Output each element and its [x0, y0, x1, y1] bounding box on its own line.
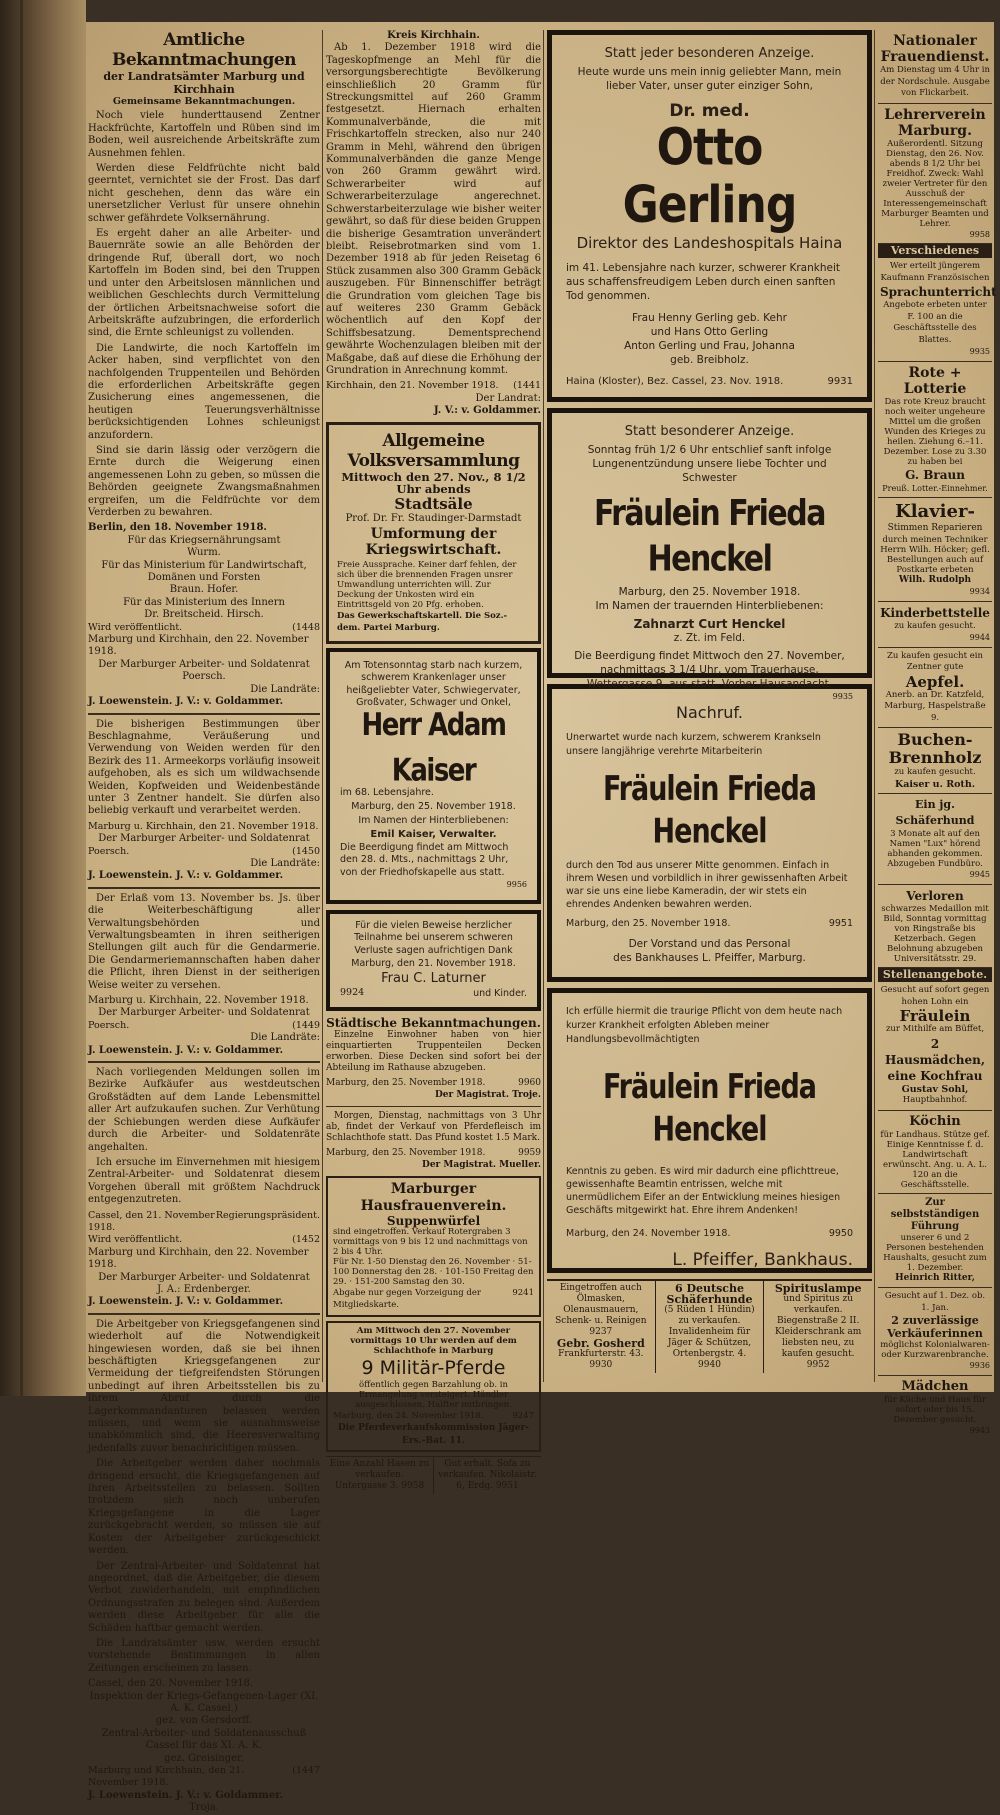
ad-number: 9241 [512, 1288, 534, 1299]
ad-number: 9935 [832, 692, 853, 701]
obituary-family: geb. Breibholz. [670, 354, 749, 366]
official-notices-subtitle: der Landratsämter Marburg und Kirchhain [103, 70, 305, 96]
classified-text: unserer 6 und 2 Personen bestehenden Haushalts, gesucht zum 1. Dezember. [883, 1232, 987, 1273]
landrat-names: J. Loewenstein. J. V.: v. Goldammer. [88, 870, 284, 882]
obituary-text: Heute wurde uns mein innig geliebter Mann, mein lieber Vater, unser guter einziger Sohn, [577, 66, 842, 92]
classified-title: Köchin [909, 1113, 961, 1129]
classified-text: Hauptbahnhof. [902, 1095, 968, 1106]
column-rule [322, 30, 323, 1382]
divider [88, 1061, 320, 1063]
obituary-role: Direktor des Landeshospitals Haina [576, 234, 843, 252]
small-ad-text: Eingetroffen auch Ölmasken, Olenausmauern, Schenk- u. Reinigen [555, 1283, 647, 1326]
notice-number: 9959 [518, 1147, 541, 1158]
classified-ad [878, 885, 992, 968]
official-notices-column [88, 30, 320, 1814]
classified-text: Gesucht auf sofort gegen hohen Lohn ein [880, 985, 990, 1007]
classified-name: G. Braun [905, 467, 965, 482]
classifieds-column [878, 30, 997, 1435]
classified-ad [878, 982, 992, 1111]
horses-title: 9 Militär-Pferde [361, 1356, 506, 1379]
council-member: Poersch. [88, 1019, 130, 1031]
assembly-speaker: Prof. Dr. Fr. Staudinger-Darmstadt [345, 513, 522, 525]
thanks-text: Für die vielen Beweise herzlicher Teilnahme bei unserem schweren Verluste sagen aufrichtigen Dank [354, 919, 513, 956]
landrat-label: Der Landrat: [475, 392, 541, 404]
classified-ad [878, 258, 997, 362]
bottom-ads-row [547, 1279, 872, 1373]
small-ad [326, 1457, 434, 1494]
council-name: Der Marburger Arbeiter- und Soldatenrat [98, 1007, 310, 1019]
thanks-place: Marburg, den 21. November 1918. [351, 958, 516, 970]
classified-text: Zu kaufen gesucht ein Zentner gute [886, 650, 983, 673]
classified-title: Sprachunterricht [880, 285, 997, 300]
assembly-signature: Das Gewerkschaftskartell. Die Soz.-dem. Partei Marburg. [337, 610, 508, 634]
housewives-days: Für Nr. 1-50 Dienstag den 26. November · 51-100 Donnerstag den 28. · 101-150 Freitag den 29. · 151-200 Samstag den 30. [333, 1257, 534, 1288]
council-member: J. A.: Erdenberger. [157, 1283, 251, 1295]
landrat-names: J. Loewenstein. J. V.: v. Goldammer. [88, 1789, 284, 1801]
assembly-topic: Umformung der Kriegswirtschaft. [365, 525, 502, 558]
thanks-ad [326, 910, 541, 1012]
signature-name: Die Pferdeverkaufskommission Jäger-Ers.-Bat. 11. [338, 1423, 529, 1446]
classified-name: Heinrich Ritter, [895, 1272, 975, 1283]
classified-title: 2 Hausmädchen, [884, 1036, 986, 1067]
classified-ad [878, 1111, 992, 1194]
notice-paragraph: Noch viele hunderttausend Zentner Hackfrüchte, Kartoffeln und Rüben sind im Boden, weil ausreichende Arbeitskräfte zum Ausnehmen fehlen. [88, 110, 320, 159]
official-notices-title: Amtliche Bekanntmachungen [111, 30, 297, 70]
ad-number: 9237 [589, 1327, 613, 1337]
notice-paragraph: Ich ersuche im Einvernehmen mit hiesigem Zentral-Arbeiter- und Soldatenrat diesem Vorgehen überall mit größtem Nachdruck entgegenzutreten. [88, 1156, 320, 1206]
notice-paragraph: Nach vorliegenden Meldungen sollen im Bezirke Aufkäufer aus westdeutschen Großstädten auf dem Lande Lebensmittel aller Art aufzukaufen suchen. Zur Verhütung der Schiebungen werden diese Aufkäufer durch die Arbeiter- und Soldatenräte angehalten. [88, 1067, 320, 1153]
section-bar: Verschiedenes [878, 244, 992, 258]
classified-title: 2 zuverlässige Verkäuferinnen [887, 1314, 983, 1341]
notice-paragraph: Der Zentral-Arbeiter- und Soldatenrat hat angeordnet, daß die Arbeitgeber, die diesem Verbot zuwiderhandeln, mit empfindlichen Ordnungsstrafen zu belegen sind. Außerdem werden diese Arbeitgeber für alle die Schäden haftbar gemacht werden. [88, 1560, 320, 1634]
council-name: Der Marburger Arbeiter- und Soldatenrat [98, 1271, 310, 1283]
signature-name: Wurm. [187, 547, 221, 559]
classified-title: Fräulein [899, 1007, 971, 1026]
obituary-gerling [547, 30, 872, 402]
signature-place: Cassel, den 21. November 1918. [88, 1209, 215, 1233]
column-rule [543, 30, 544, 1382]
ad-number: 9940 [698, 1360, 721, 1370]
signature-place: Marburg und Kirchhain, den 22. November 1918. [88, 1246, 309, 1271]
ad-number: 9958 [401, 1481, 425, 1492]
thanks-sub: und Kinder. [473, 988, 527, 1000]
obituary-mourners: Im Namen der trauernden Hinterbliebenen: [595, 600, 824, 612]
signature-office: Zentral-Arbeiter- und Soldatenausschuß Cassel für das XI. A. K. [101, 1727, 307, 1752]
divider [88, 887, 320, 889]
signature-office: Regierungspräsident. [215, 1209, 320, 1221]
obituary-name: Fräulein Frieda Henckel [602, 769, 817, 851]
classified-text: Wer erteilt jüngerem Kaufmann Französischen [880, 261, 990, 283]
classified-title: Rote + Lotterie [903, 364, 967, 397]
divider [326, 1106, 541, 1107]
classified-title: Verloren [906, 888, 964, 903]
district-paragraph: Ab 1. Dezember 1918 wird die Tageskopfmenge an Mehl für die versorgungsberechtigte Bevölkerung einschließlich 20 Gramm für Streckungsmittel auf 260 Gramm festgesetzt. Hiernach erhalten Kommunalverbände, die mit Frischkartoffeln strecken, also nur 240 Gramm in Mehl, während den übrigen Kommunalverbänden die ganze Menge von 260 Gramm gewährt wird. Schwerarbeiter wird auf Schwerarbeiterzulage angerechnet. Schwerstarbeiterzulage wie bisher weiter gewährt, so daß für diese beiden Gruppen die bisherige Gesamtration unverändert bleibt. Reisebrotmarken sind vom 1. Dezember 1918 ab für jeden Reisetag 6 Stück zusammen also 300 Gramm Gebäck auszugeben. Für Binnenschiffer beträgt die Grundration vom gleichen Tage bis auf weiteres 230 Gramm Gebäck wöchentlich auf den Kopf der Schiffsbesatzung. Dementsprechend gewährte Wochenzulagen bleiben mit der Maßgabe, daß auf diese die Erhöhung der Grundration in Anrechnung kommt. [326, 42, 541, 376]
obituary-signature: Emil Kaiser, Verwalter. [370, 828, 497, 840]
landrat-names: J. Loewenstein. J. V.: v. Goldammer. [88, 1296, 284, 1308]
obituary-title: Dr. med. [669, 101, 750, 121]
obituary-burial: Die Beerdigung findet Mittwoch den 27. November, nachmittags 3 1/4 Uhr, vom Trauerhause, Wettergasse 9, aus statt. Vorher Hausandacht. [574, 650, 845, 690]
classified-ad [878, 498, 992, 602]
landrat-label: Die Landräte: [250, 683, 320, 695]
council-name: Der Marburger Arbeiter- und Soldatenrat [98, 833, 310, 845]
ad-number: 9951 [828, 918, 853, 929]
obituary-signature-sub: z. Zt. im Feld. [673, 632, 746, 644]
classified-ad [878, 104, 992, 245]
classified-title: Aepfel. [905, 672, 965, 691]
small-ad [434, 1457, 541, 1494]
classified-text: Anerb. an Dr. Katzfeld, Marburg, Haspelstraße 9. [884, 689, 986, 723]
classified-text: Das rote Kreuz braucht noch weiter ungeheure Mittel um die großen Wunden des Krieges zu heilen. Ziehung 6.–11. Dezember. Lose zu 3.30 zu haben bei [883, 396, 987, 467]
city-notice: Einzelne Einwohner haben von hier einquartierten Truppenteilen Decken erworben. Diese Decken sind sofort bei der Abteilung im Rathause abzugeben. [326, 1030, 541, 1074]
classified-text: zu kaufen gesucht. [894, 620, 976, 631]
classified-ad [878, 30, 992, 104]
signature-office: Inspektion der Kriegs-Gefangenen-Lager (XI. A. K. Cassel.) [89, 1690, 319, 1714]
signature-place: Marburg und Kirchhain, den 22. November 1918. [88, 634, 309, 658]
signature-office: Für das Ministerium für Landwirtschaft, Domänen und Forsten [101, 559, 307, 584]
divider [88, 713, 320, 715]
obituary-place: Marburg, den 24. November 1918. [566, 1228, 731, 1239]
signature-name: gez. Greisinger. [164, 1752, 244, 1764]
obituary-signature: L. Pfeiffer, Bankhaus. [672, 1250, 853, 1270]
obituary-family: Anton Gerling und Frau, Johanna [624, 340, 795, 352]
landrat-names: J. Loewenstein. J. V.: v. Goldammer. [88, 1044, 284, 1056]
small-ad [656, 1281, 765, 1373]
classified-title: Nationaler Frauendienst. [880, 33, 990, 65]
classified-text: zur Mithilfe am Büffet, [885, 1024, 985, 1035]
ad-number: 9956 [506, 880, 527, 890]
signature-place: Berlin, den 18. November 1918. [88, 522, 267, 534]
small-ad-text: Eine Anzahl Hasen zu verkaufen. Untergasse 3. [329, 1459, 430, 1492]
classified-text: für Küche und Haus für sofort oder bis 15. Dezember gesucht. [884, 1394, 986, 1425]
ad-number: 9930 [589, 1360, 613, 1370]
classified-ad [878, 362, 992, 499]
signature-name: Troja. [189, 1802, 219, 1814]
classified-text: Gesucht auf 1. Dez. ob. 1. Jan. [884, 1291, 986, 1313]
obituary-text: Ich erfülle hiermit die traurige Pflicht von dem heute nach kurzer Krankheit erfolgten Ableben meiner Handlungsbevollmächtigten [566, 1006, 843, 1045]
district-head: Kreis Kirchhain. [387, 30, 480, 41]
notice-number: 9960 [518, 1078, 541, 1089]
obituary-pre: Statt jeder besonderen Anzeige. [604, 46, 815, 61]
notice-number: (1447 [292, 1765, 320, 1776]
ad-number: 9931 [827, 376, 853, 387]
notice-paragraph: Die Arbeitgeber von Kriegsgefangenen sind wiederholt auf die Notwendigkeit hingewiesen worden, daß sie bei ihnen beschäftigten Kriegsgefangenen zur Vermeidung der tiefgreifendsten Störungen unbedingt auf ihren Arbeitsstellen bis zu ihrem Abruf durch die Lagerkommandanturen belassen werden müssen, und wenn sie ausnahmsweise unabkömmlich sind, die Heeresverwaltung jedenfalls zuvor benachrichtigen müssen. [88, 1318, 320, 1454]
classified-title: Buchen- [897, 730, 973, 750]
obituary-signature: Zahnarzt Curt Henckel [633, 617, 786, 631]
ad-number: 9924 [340, 987, 365, 999]
classified-ad [878, 728, 992, 794]
obituary-name: Fräulein Frieda Henckel [602, 1067, 817, 1149]
assembly-place: Stadtsäle [394, 495, 473, 514]
classified-ad [878, 1376, 992, 1440]
notice-paragraph: Die Arbeitgeber werden daher nochmals dringend ersucht, die Kriegsgefangenen auf ihren Arbeitsstellen zu belassen. Sollten trotzdem sich noch unberufen Kriegsgefangene in die Lager zurückgebracht werden, so müssen sie auf Kosten der Arbeitgeber zurückgeschickt werden. [88, 1458, 320, 1557]
publication-note: Wird veröffentlicht. [88, 621, 183, 633]
notice-number: (1450 [292, 845, 320, 857]
ad-number: 9958 [969, 229, 990, 239]
notice-paragraph: Sind sie darin lässig oder verzögern die Ernte durch die Weigerung einen angemessenen Lohn zu geben, so müssen die Behörden geeignete Zwangsmaßnahmen ergreifen, um die Feldfrüchte vor dem Verderben zu bewahren. [88, 444, 320, 518]
signature-place: Cassel, den 20. November 1918. [88, 1678, 254, 1690]
signature-place: Kirchhain, den 21. November 1918. [326, 380, 499, 392]
notice-paragraph: Der Erlaß vom 13. November bs. Js. über die Weiterbeschäftigung aller Verwaltungsbehörden und Verwaltungsbeamten in ihren seitherigen Stellungen gilt auch für die Gendarmerie. Die Gendarmeriemannschaften haben daher die Pflicht, ihren Dienst in der seitherigen Weise weiter zu versehen. [88, 892, 320, 991]
landrat-names: J. Loewenstein. J. V.: v. Goldammer. [88, 696, 284, 708]
horses-post: öffentlich gegen Barzahlung ob. in Ermangelung versteigert. Händler ausgeschlossen. Halfter mitbringen. [355, 1379, 512, 1410]
signature-name: gez. von Gersdorff. [155, 1715, 253, 1727]
obituary-head: Nachruf. [676, 703, 743, 722]
classified-title: eine Kochfrau [887, 1068, 983, 1083]
obituary-age: im 68. Lebensjahre. [340, 786, 434, 798]
column-rule [874, 30, 875, 1382]
obituary-place: Marburg, den 25. November 1918. [618, 586, 801, 598]
classified-title: Lehrerverein Marburg. [884, 106, 986, 139]
classified-ad [878, 1194, 992, 1289]
small-ad-title: Gebr. Gosherd [556, 1337, 645, 1350]
classified-name: Wilh. Rudolph [898, 574, 972, 585]
signature-office: Für das Ministerium des Innern [123, 596, 285, 608]
signature-name: Der Magistrat. Mueller. [422, 1160, 541, 1171]
ad-number: 9936 [969, 1361, 990, 1371]
council-name: Der Marburger Arbeiter- und Soldatenrat [98, 658, 310, 670]
classified-ad [878, 794, 992, 885]
obituary-body: durch den Tod aus unserer Mitte genommen. Einfach in ihrem Wesen und vorbildlich in ihrer gewissenhaften Arbeit war sie uns eine liebe Kameradin, der wir stets ein ehrendes Andenken bewahren werden. [566, 860, 848, 910]
signature-place: Marburg, den 25. November 1918. [326, 1078, 486, 1089]
classified-title: Zur selbstständigen Führung [890, 1196, 980, 1232]
small-ad-title: Spirituslampe [774, 1282, 862, 1295]
book-binding [0, 0, 86, 1396]
obituary-signature: Der Vorstand und das Personal [628, 938, 791, 950]
obituary-burial: Die Beerdigung findet am Mittwoch den 28. d. Mts., nachmittags 2 Uhr, von der Friedhofskapelle aus statt. [340, 841, 509, 878]
obituary-place: Haina (Kloster), Bez. Cassel, 23. Nov. 1918. [566, 376, 784, 387]
notice-number: (1448 [292, 621, 320, 633]
obituary-pre: Statt besonderer Anzeige. [624, 424, 795, 439]
obituary-text: Am Totensonntag starb nach kurzem, schwerem Krankenlager unser heißgeliebter Vater, Schwiegervater, Großvater, Schwager und Onkel, [344, 659, 523, 709]
obituary-henckel-family [547, 408, 872, 701]
classified-title: Ein jg. Schäferhund [895, 798, 975, 828]
notice-paragraph: Es ergeht daher an alle Arbeiter- und Bauernräte sowie an alle Behörden der dringende Ruf, überall dort, wo noch Kartoffeln im Boden sind, bei den Truppen und unter den Arbeitslosen männlichen und weiblichen Geschlechts durch Vermittelung der örtlichen Arbeitsnachweise sofort die Arbeitskräfte aufzubringen, die erforderlich sind, die Ernte schleunigst zu vollenden. [88, 228, 320, 339]
signature-name: Braun. Hofer. [169, 584, 239, 596]
assembly-ad [326, 422, 541, 644]
ad-number: 9934 [969, 587, 990, 597]
city-notices-head: Städtische Bekanntmachungen. [326, 1016, 541, 1031]
signature-place: Marburg u. Kirchhain, 22. November 1918. [88, 995, 309, 1007]
obituary-family: Frau Henny Gerling geb. Kehr [632, 312, 787, 324]
council-member: Poersch. [88, 845, 130, 857]
obituary-mourners: Im Namen der Hinterbliebenen: [358, 814, 509, 826]
classified-text: zu kaufen gesucht. [894, 767, 976, 778]
classified-title: Brennholz [888, 748, 982, 768]
ad-number: 9951 [495, 1481, 519, 1492]
classified-text: möglichst Kolonialwaren- oder Kurzwarenbranche. [880, 1340, 990, 1361]
ad-number: 9935 [969, 347, 990, 357]
landrat-label: Die Landräte: [250, 1032, 320, 1044]
obituary-text: Sonntag früh 1/2 6 Uhr entschlief sanft infolge Lungenentzündung unsere liebe Tochter und Schwester [587, 444, 832, 484]
notice-number: (1449 [292, 1019, 320, 1031]
small-ad [547, 1281, 656, 1373]
small-ad [764, 1281, 872, 1373]
binding-edge [20, 0, 23, 1396]
housewives-sub: Suppenwürfel [386, 1213, 481, 1228]
housewives-title: Marburger Hausfrauenverein. [360, 1180, 507, 1214]
obituary-body: im 41. Lebensjahre nach kurzer, schwerer Krankheit aus schaffensfreudigem Leben durch einen sanften Tod genommen. [566, 262, 840, 302]
classified-text: 3 Monate alt auf den Namen "Lux" hörend abhanden gekommen. Abzugeben Fundbüro. [887, 829, 983, 870]
small-ad-text: (5 Rüden 1 Hündin) zu verkaufen. Invalidenheim für Jäger & Schützen, Ortenbergstr. 4. [664, 1305, 755, 1359]
classified-title: Klavier- [895, 501, 975, 523]
obituary-place: Marburg, den 25. November 1918. [351, 800, 516, 812]
newspaper-page [86, 22, 997, 1814]
small-ad-address: Frankfurterstr. 43. [558, 1349, 644, 1359]
notice-paragraph: Werden diese Feldfrüchte nicht bald geerntet, vernichtet sie der Frost. Das darf nicht geschehen, denn das wäre ein unersetzlicher Verlust für unsere ohnehin schwer gefährdete Volksernährung. [88, 163, 320, 224]
notice-paragraph: Die Landratsämter usw. werden ersucht vorstehende Bestimmungen in allen Zeitungen erscheinen zu lassen. [88, 1637, 320, 1674]
obituary-name: Herr Adam Kaiser [361, 706, 506, 789]
classified-ad [878, 648, 992, 729]
landrat-names: J. V.: v. Goldammer. [433, 405, 541, 417]
horses-ad [326, 1321, 541, 1452]
small-ad-text: Gut erhalt. Sofa zu verkaufen. Nikolaistr. 6, Erdg. [438, 1459, 537, 1492]
obituary-place: Marburg, den 25. November 1918. [566, 918, 731, 929]
classified-text: Stimmen Reparieren [887, 523, 983, 534]
divider [88, 1313, 320, 1315]
housewives-ad [326, 1176, 541, 1317]
signature-name: Der Magistrat. Troje. [434, 1090, 541, 1101]
classified-text: Preuß. Lotter.-Einnehmer. [882, 483, 988, 493]
notice-number: (1452 [292, 1234, 320, 1246]
assembly-text: Freie Aussprache. Keiner darf fehlen, der sich über die brennenden Fragen unsrer Umwandlung unterrichten will. Zur Deckung der Unkosten wird ein Eintrittsgeld von 20 Pfg. erhoben. [337, 559, 517, 610]
small-ad-title: 6 Deutsche Schäferhunde [666, 1282, 753, 1306]
obituary-henckel-staff [547, 684, 872, 982]
subhead: Gemeinsame Bekanntmachungen. [112, 96, 296, 107]
classified-name: Kaiser u. Roth. [894, 778, 976, 790]
classified-text: für Landhaus. Stütze gef. Einige Kenntnisse f. d. Landwirtschaft erwünscht. Ang. u. A. L. 120 an die Geschäftsstelle. [880, 1129, 990, 1190]
thanks-name: Frau C. Laturner [381, 971, 486, 987]
classified-ad [878, 602, 992, 648]
classified-name: Gustav Sohl, [901, 1083, 969, 1095]
obituary-signature: des Bankhauses L. Pfeiffer, Marburg. [613, 952, 806, 964]
signature-office: Für das Kriegsernährungsamt [127, 534, 281, 546]
ad-number: 9943 [969, 1425, 990, 1435]
section-bar: Stellenangebote. [878, 968, 992, 982]
ad-number: 9945 [969, 870, 990, 880]
obituary-text: Unerwartet wurde nach kurzem, schwerem Krankseln unsere langjährige verehrte Mitarbeiterin [566, 732, 821, 757]
housewives-text: sind eingetroffen. Verkauf Rotergraben 3 vormittags von 9 bis 12 und nachmittags von 2 bis 4 Uhr. [333, 1227, 528, 1258]
signature-place: Marburg und Kirchhain, den 21. November 1918. [88, 1765, 245, 1789]
ad-number: 9952 [806, 1360, 830, 1370]
classified-ad [878, 1288, 992, 1376]
assembly-title: Allgemeine Volksversammlung [347, 430, 520, 471]
notice-number: (1441 [513, 380, 541, 392]
obituary-name: Otto Gerling [622, 118, 797, 235]
classified-text: Außerordentl. Sitzung Dienstag, den 26. Nov. abends 8 1/2 Uhr bei Freidhof. Zweck: Wahl zweier Vertreter für den Ausschuß der Interessengemeinschaft Marburger Beamten und Lehrer. [881, 138, 989, 229]
obituary-family: und Hans Otto Gerling [650, 326, 769, 338]
housewives-note: Abgabe nur gegen Vorzeigung der Mitgliedskarte. [333, 1288, 481, 1311]
council-member: Poersch. [182, 671, 226, 683]
signature-name: Dr. Breitscheid. Hirsch. [144, 609, 264, 621]
ad-number: 9944 [969, 633, 990, 643]
classified-text: durch meinen Techniker Herrn Wilh. Höcker; gefl. Bestellungen auch auf Postkarte erbeten [880, 534, 990, 575]
classified-text: schwarzes Medaillon mit Bild, Sonntag vormittag von Ringstraße bis Ketzerbach. Gegen Belohnung abzugeben Universitätsstr. 29. [881, 903, 989, 964]
obituary-kaiser [326, 648, 541, 904]
ad-number: 9950 [828, 1228, 853, 1239]
small-ads-row [326, 1456, 541, 1494]
classified-title: Kinderbettstelle [880, 605, 990, 620]
assembly-date: Mittwoch den 27. Nov., 8 1/2 Uhr abends [341, 469, 526, 496]
city-notice: Morgen, Dienstag, nachmittags von 3 Uhr ab, findet der Verkauf von Pferdefleisch im Schlachthofe statt. Das Pfund kostet 1.5 Mark. [326, 1110, 541, 1143]
signature-place: Marburg, den 25. November 1918. [326, 1147, 486, 1158]
notice-paragraph: Die bisherigen Bestimmungen über Beschlagnahme, Veräußerung und Verwendung von Weiden werden für den Bezirk des 11. Armeekorps vorläufig insoweit aufgehoben, als es sich um wildwachsende Weiden, Kopfweiden und Weidenbestände unter 3 Zentner handelt. Sie dürfen also beliebig verkauft und verarbeitet werden. [88, 718, 320, 817]
obituaries-column [547, 30, 872, 1382]
landrat-label: Die Landräte: [250, 857, 320, 869]
ad-number: 9247 [512, 1410, 534, 1421]
district-column [326, 30, 541, 1492]
signature-place: Marburg u. Kirchhain, den 21. November 1918. [88, 820, 319, 832]
obituary-name: Fräulein Frieda Henckel [594, 492, 825, 581]
small-ad-text: und Spiritus zu verkaufen. Biegenstraße 2 II. Kleiderschrank am liebsten neu, zu kaufen gesucht. [775, 1294, 862, 1359]
obituary-henckel-employer [547, 988, 872, 1273]
signature-place: Marburg, den 24. November 1918. [333, 1410, 484, 1421]
horses-pre: Am Mittwoch den 27. November vormittags 10 Uhr werden auf dem Schlachthofe in Marburg [350, 1325, 517, 1356]
classified-text: Angebote erbeten unter F. 100 an die Geschäftsstelle des Blattes. [883, 300, 987, 345]
classified-title: Mädchen [901, 1378, 969, 1394]
notice-paragraph: Die Landwirte, die noch Kartoffeln im Acker haben, sind verpflichtet von den nachfolgenden Truppenteilen und Behörden die erforderlichen Arbeitskräfte gegen Zusicherung eines angemessenen, die heutigen Teuerungsverhältnisse berücksichtigenden Lohnes schleunigst anzufordern. [88, 342, 320, 441]
publication-note: Wird veröffentlicht. [88, 1234, 183, 1246]
obituary-body: Kenntnis zu geben. Es wird mir dadurch eine pflichttreue, gewissenhafte Beamtin entrissen, welche mit unermüdlichem Eifer an der Entwicklung meines hiesigen Geschäfts mitgewirkt hat. Ehre ihrem Andenken! [566, 1166, 841, 1216]
classified-text: Am Dienstag um 4 Uhr in der Nordschule. Ausgabe von Flickarbeit. [880, 65, 990, 98]
